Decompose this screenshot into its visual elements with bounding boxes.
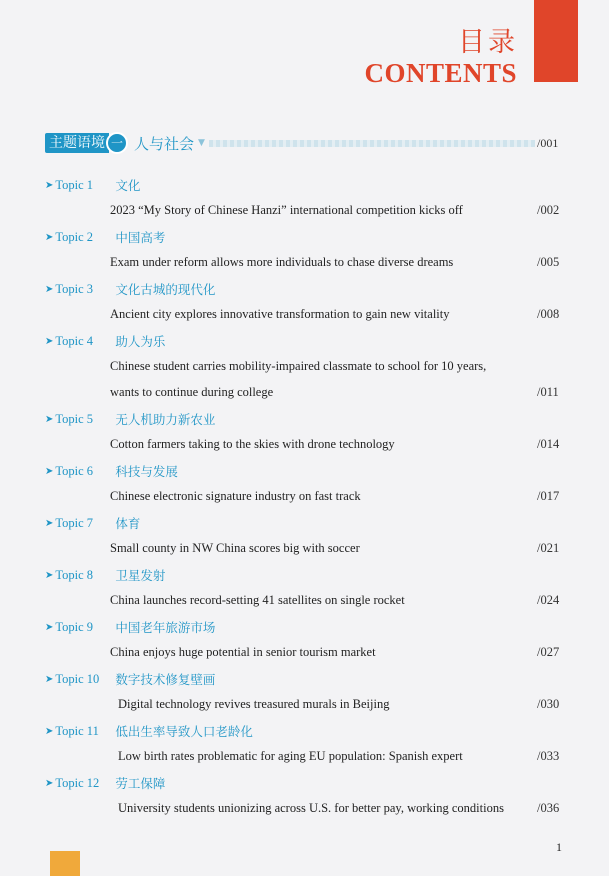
- arrow-right-icon: ➤: [45, 777, 54, 789]
- topic-heading[interactable]: [45, 332, 165, 350]
- topic-entry-text[interactable]: Low birth rates problematic for aging EU population: Spanish expert: [118, 749, 463, 763]
- topic-page-number: /036: [537, 801, 560, 815]
- arrow-right-icon: ➤: [45, 413, 54, 425]
- topic-page-number: /027: [537, 645, 560, 659]
- topic-label: Topic 6: [55, 463, 94, 478]
- topic-page-number: /021: [537, 541, 560, 555]
- section-rule: [209, 140, 535, 147]
- topic-heading[interactable]: [45, 618, 215, 636]
- topic-entry-text[interactable]: Cotton farmers taking to the skies with drone technology: [110, 437, 395, 451]
- topic-entry-text[interactable]: Ancient city explores innovative transformation to gain new vitality: [110, 307, 450, 321]
- topic-label: Topic 3: [55, 281, 94, 296]
- topic-heading[interactable]: [45, 566, 165, 584]
- topic-heading[interactable]: [45, 670, 215, 688]
- topic-page-number: /002: [537, 203, 560, 217]
- topic-entry-text[interactable]: wants to continue during college: [110, 385, 274, 399]
- topic-page-number: /011: [537, 385, 559, 399]
- topic-label: Topic 9: [55, 619, 94, 634]
- arrow-right-icon: ➤: [45, 335, 54, 347]
- topic-title-cn: 劳工保障: [115, 776, 166, 791]
- topic-label: Topic 5: [55, 411, 94, 426]
- topic-title-cn: 低出生率导致人口老龄化: [115, 724, 253, 739]
- topic-title-cn: 中国老年旅游市场: [115, 620, 216, 635]
- topic-title-cn: 体育: [115, 516, 141, 531]
- topic-entry-text[interactable]: Digital technology revives treasured murals in Beijing: [118, 697, 390, 711]
- arrow-right-icon: ➤: [45, 283, 54, 295]
- topic-label: Topic 4: [55, 333, 94, 348]
- arrow-right-icon: ➤: [45, 569, 54, 581]
- arrow-right-icon: ➤: [45, 621, 54, 633]
- section-header: [45, 133, 535, 153]
- topic-label: Topic 10: [55, 671, 100, 686]
- topic-page-number: /030: [537, 697, 560, 711]
- topic-page-number: /014: [537, 437, 560, 451]
- topic-page-number: /017: [537, 489, 560, 503]
- page-number: 1: [556, 840, 562, 854]
- topic-title-cn: 助人为乐: [115, 334, 166, 349]
- topic-heading[interactable]: [45, 410, 215, 428]
- arrow-right-icon: ➤: [45, 465, 54, 477]
- topic-title-cn: 无人机助力新农业: [115, 412, 216, 427]
- topic-heading[interactable]: [45, 176, 140, 194]
- topic-page-number: /024: [537, 593, 560, 607]
- page-title-cn: 目录: [458, 27, 518, 58]
- topic-entry-text[interactable]: Chinese electronic signature industry on fast track: [110, 489, 361, 503]
- topic-entry-text[interactable]: China launches record-setting 41 satellites on single rocket: [110, 593, 405, 607]
- topic-entry-text[interactable]: China enjoys huge potential in senior tourism market: [110, 645, 376, 659]
- topic-heading[interactable]: [45, 462, 178, 480]
- topic-heading[interactable]: [45, 722, 253, 740]
- corner-square-decoration: [50, 851, 80, 876]
- topic-heading[interactable]: [45, 280, 215, 298]
- section-tag: 主题语境: [45, 133, 109, 153]
- corner-tab-decoration: [534, 0, 578, 82]
- topic-heading[interactable]: [45, 774, 165, 792]
- topic-title-cn: 数字技术修复壁画: [115, 672, 216, 687]
- topic-label: Topic 7: [55, 515, 94, 530]
- topic-label: Topic 8: [55, 567, 94, 582]
- down-arrow-icon: ▼: [198, 138, 205, 148]
- topic-title-cn: 文化古城的现代化: [115, 282, 216, 297]
- arrow-right-icon: ➤: [45, 517, 54, 529]
- section-number-badge: 一: [106, 132, 128, 154]
- arrow-right-icon: ➤: [45, 725, 54, 737]
- topic-entry-text[interactable]: University students unionizing across U.S. for better pay, working conditions: [118, 801, 504, 815]
- topic-entry-text[interactable]: 2023 “My Story of Chinese Hanzi” international competition kicks off: [110, 203, 463, 217]
- topic-page-number: /008: [537, 307, 560, 321]
- topic-title-cn: 科技与发展: [115, 464, 178, 479]
- page-title-en: CONTENTS: [364, 58, 517, 88]
- arrow-right-icon: ➤: [45, 179, 54, 191]
- topic-page-number: /005: [537, 255, 560, 269]
- topic-entry-text[interactable]: Exam under reform allows more individuals to chase diverse dreams: [110, 255, 454, 269]
- topic-entry-text[interactable]: Small county in NW China scores big with soccer: [110, 541, 360, 555]
- topic-page-number: /033: [537, 749, 560, 763]
- arrow-right-icon: ➤: [45, 673, 54, 685]
- topic-label: Topic 12: [55, 775, 100, 790]
- topic-title-cn: 文化: [115, 178, 141, 193]
- topic-title-cn: 中国高考: [115, 230, 166, 245]
- topic-label: Topic 1: [55, 177, 94, 192]
- section-theme: 人与社会: [134, 134, 195, 153]
- topic-heading[interactable]: [45, 228, 165, 246]
- section-page-number: /001: [537, 136, 559, 150]
- topic-heading[interactable]: [45, 514, 140, 532]
- topic-title-cn: 卫星发射: [115, 568, 166, 583]
- topic-label: Topic 11: [55, 723, 99, 738]
- topic-label: Topic 2: [55, 229, 94, 244]
- arrow-right-icon: ➤: [45, 231, 54, 243]
- topic-entry-text[interactable]: Chinese student carries mobility-impaired classmate to school for 10 years,: [110, 359, 487, 373]
